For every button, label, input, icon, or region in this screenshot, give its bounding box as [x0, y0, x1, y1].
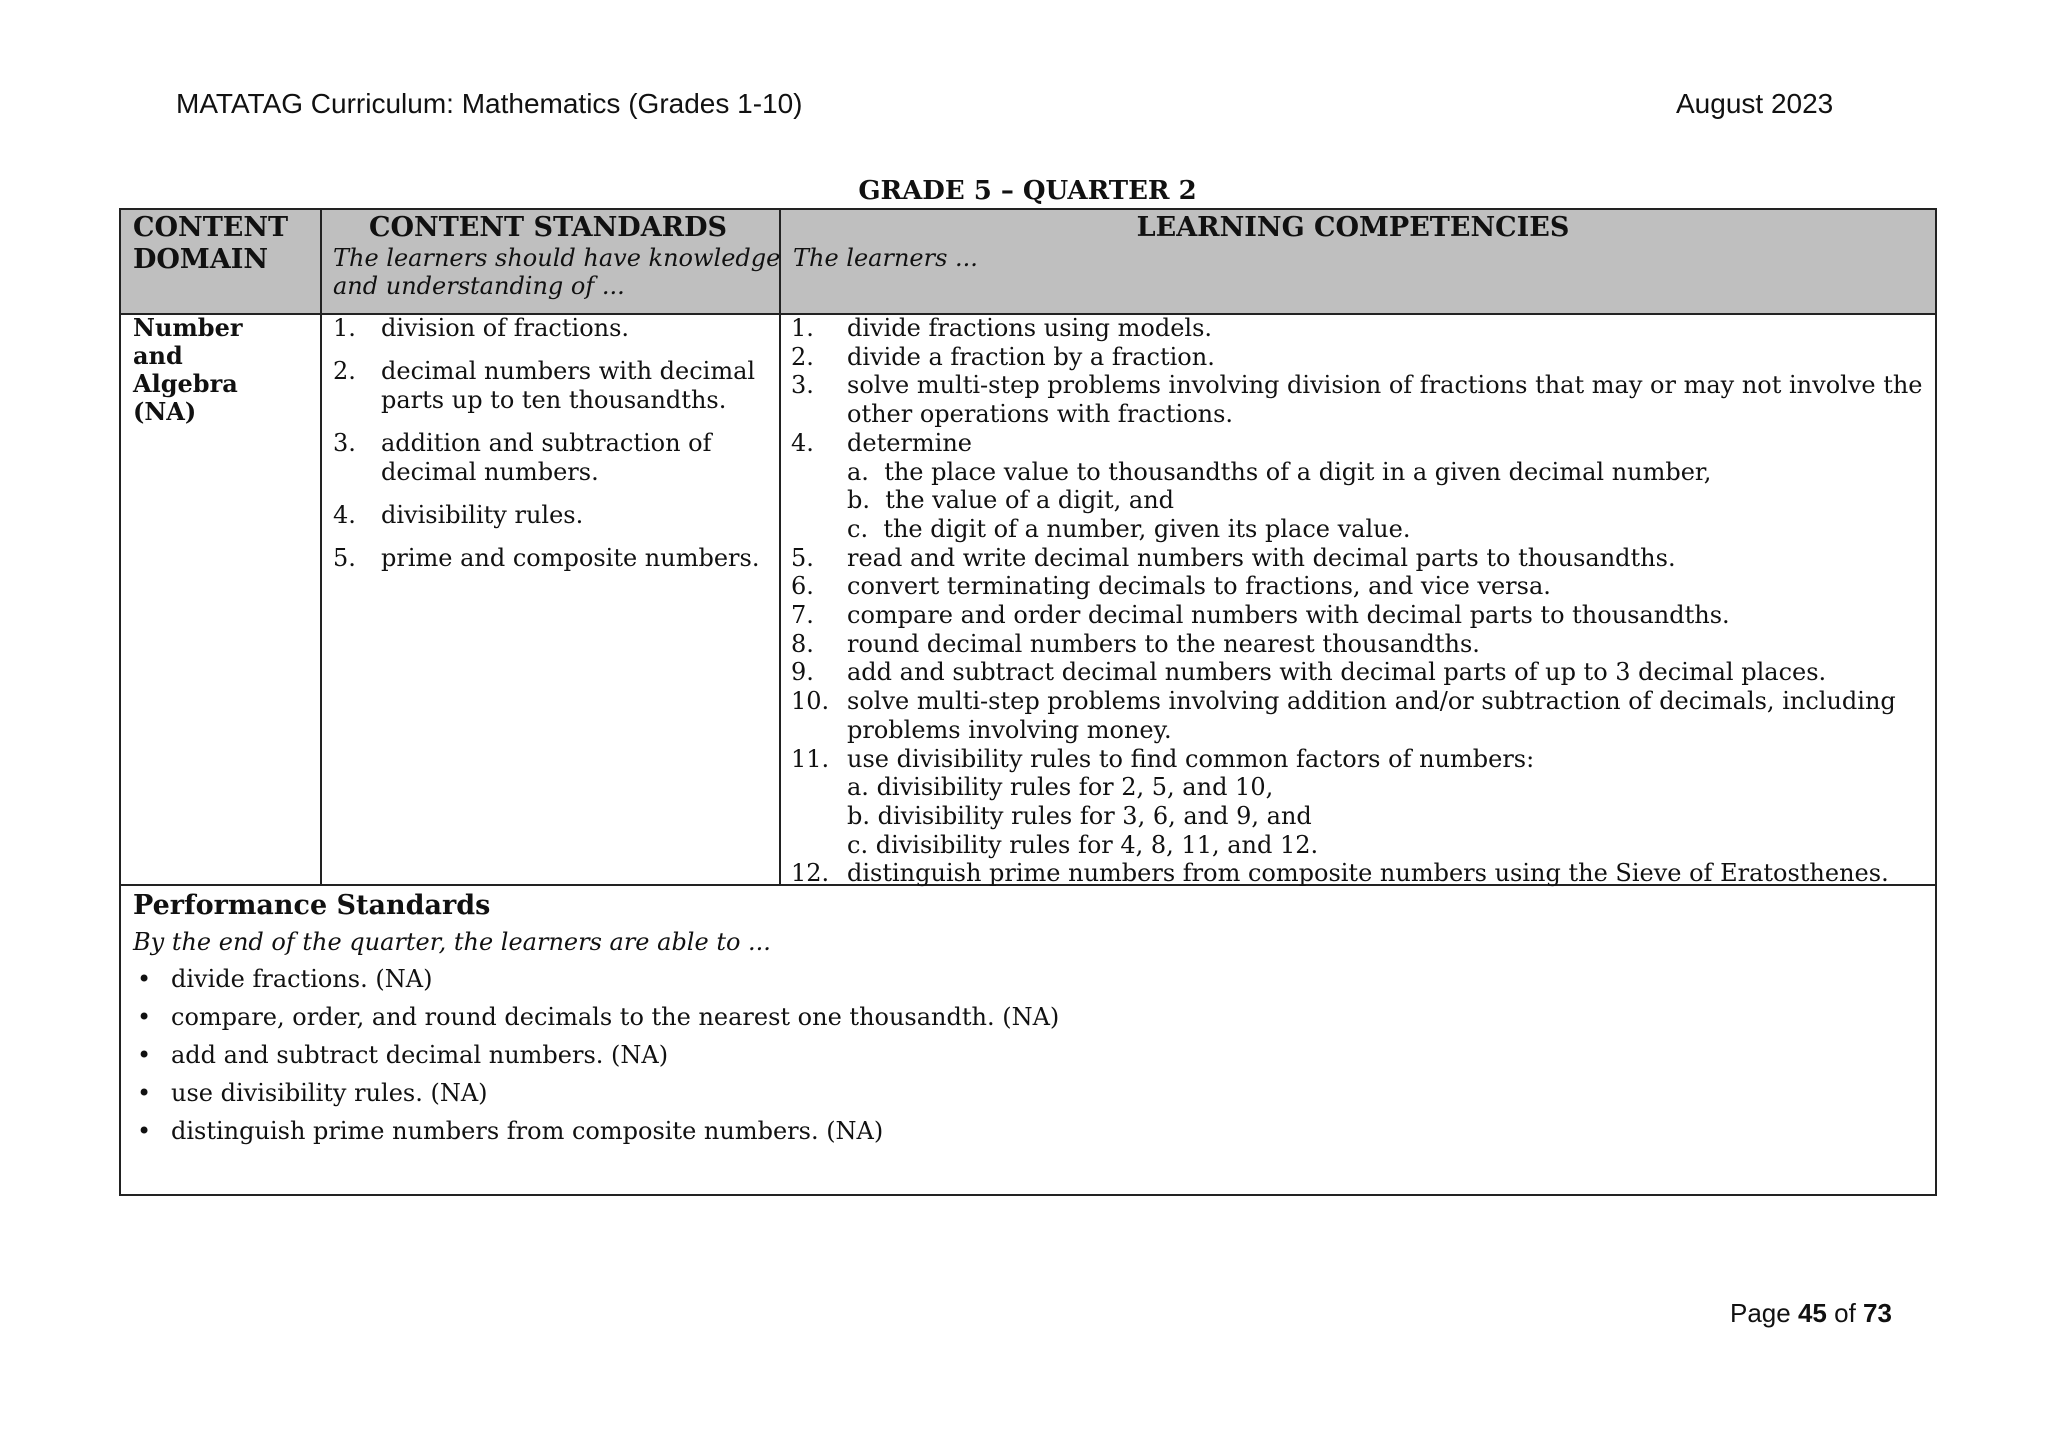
- grade-quarter-title: GRADE 5 – QUARTER 2: [858, 176, 1197, 206]
- standard-item: [333, 357, 773, 415]
- bullet-icon: •: [137, 965, 152, 993]
- competency-item: [791, 371, 1931, 428]
- learning-competencies-list: [791, 314, 1931, 888]
- competency-text: solve multi-step problems involving addition and/or subtraction of decimals, including: [847, 687, 1896, 716]
- standard-item: [333, 501, 773, 530]
- content-domain-header: CONTENT DOMAIN: [133, 212, 289, 275]
- competency-text: solve multi-step problems involving division of fractions that may or may not involve the: [847, 371, 1923, 400]
- competency-text: c. the digit of a number, given its place value.: [847, 514, 1411, 543]
- competency-text: divide fractions using models.: [847, 314, 1213, 342]
- competency-number: 2.: [791, 342, 814, 371]
- competency-number: 1.: [791, 314, 814, 342]
- standard-number: 2.: [333, 357, 356, 385]
- content-standards-list: [333, 314, 773, 587]
- standard-number: 4.: [333, 501, 356, 529]
- competency-text: b. divisibility rules for 3, 6, and 9, and: [847, 801, 1312, 830]
- competency-number: 12.: [791, 859, 830, 888]
- competency-text: add and subtract decimal numbers with decimal parts of up to 3 decimal places.: [847, 658, 1827, 687]
- standard-text: parts up to ten thousandths.: [381, 386, 727, 414]
- performance-standards-intro: By the end of the quarter, the learners are able to ...: [133, 928, 771, 956]
- competency-item: [791, 859, 1931, 888]
- performance-item: [133, 1040, 1533, 1078]
- competency-text: round decimal numbers to the nearest thousandths.: [847, 629, 1480, 658]
- standard-text: addition and subtraction of: [381, 429, 712, 457]
- competency-text: convert terminating decimals to fractions, and vice versa.: [847, 572, 1551, 601]
- competency-number: 5.: [791, 543, 814, 572]
- standard-text: division of fractions.: [381, 314, 630, 342]
- document-header-title: MATATAG Curriculum: Mathematics (Grades 1-10): [176, 88, 803, 119]
- competency-number: 3.: [791, 371, 814, 400]
- bullet-icon: •: [137, 1079, 152, 1107]
- document-header-date: August 2023: [1676, 88, 1834, 119]
- competency-text: read and write decimal numbers with decimal parts to thousandths.: [847, 543, 1676, 572]
- competency-number: 10.: [791, 687, 830, 716]
- performance-item-text: divide fractions. (NA): [171, 965, 433, 993]
- competency-text: other operations with fractions.: [847, 400, 1234, 429]
- curriculum-table: [119, 208, 1937, 1196]
- competency-text: b. the value of a digit, and: [847, 486, 1175, 515]
- bullet-icon: •: [137, 1041, 152, 1069]
- competency-text: determine: [847, 428, 972, 457]
- competency-item: [791, 343, 1931, 372]
- competency-number: 7.: [791, 601, 814, 630]
- performance-item-text: add and subtract decimal numbers. (NA): [171, 1041, 669, 1069]
- standard-item: [333, 314, 773, 343]
- competency-item: [791, 630, 1931, 659]
- standard-number: 5.: [333, 544, 356, 572]
- content-domain-cell: Number and Algebra (NA): [133, 313, 243, 426]
- learning-competencies-header: LEARNING COMPETENCIES The learners ...: [793, 212, 1570, 272]
- standard-text: divisibility rules.: [381, 501, 584, 529]
- competency-item: [791, 658, 1931, 687]
- standard-item: [333, 544, 773, 573]
- competency-text: distinguish prime numbers from composite numbers using the Sieve of Eratosthenes.: [847, 859, 1889, 888]
- standard-text: decimal numbers with decimal: [381, 357, 756, 385]
- competency-item: [791, 544, 1931, 573]
- competency-number: 11.: [791, 744, 830, 773]
- performance-item-text: distinguish prime numbers from composite numbers. (NA): [171, 1117, 884, 1145]
- competency-item: [791, 572, 1931, 601]
- competency-text: problems involving money.: [847, 715, 1172, 744]
- column-divider-2: [779, 210, 781, 886]
- performance-standards-list: [133, 964, 1533, 1154]
- performance-item: [133, 964, 1533, 1002]
- competency-number: 9.: [791, 658, 814, 687]
- competency-text: a. the place value to thousandths of a digit in a given decimal number,: [847, 457, 1712, 486]
- competency-item: [791, 745, 1931, 860]
- content-standards-header: CONTENT STANDARDS The learners should have knowledge and understanding of ...: [333, 212, 781, 300]
- bullet-icon: •: [137, 1003, 152, 1031]
- competency-item: [791, 314, 1931, 343]
- standard-text: prime and composite numbers.: [381, 544, 760, 572]
- competency-text: use divisibility rules to find common factors of numbers:: [847, 744, 1535, 773]
- column-divider-1: [320, 210, 322, 886]
- standard-number: 1.: [333, 314, 356, 342]
- competency-item: [791, 429, 1931, 544]
- standard-text: decimal numbers.: [381, 458, 599, 486]
- standard-number: 3.: [333, 429, 356, 457]
- competency-text: a. divisibility rules for 2, 5, and 10,: [847, 773, 1274, 802]
- performance-item-text: use divisibility rules. (NA): [171, 1079, 488, 1107]
- competency-text: divide a fraction by a fraction.: [847, 342, 1215, 371]
- competency-item: [791, 687, 1931, 744]
- page-footer: Page 45 of 73: [1730, 1298, 1892, 1328]
- performance-item: [133, 1002, 1533, 1040]
- performance-item-text: compare, order, and round decimals to the nearest one thousandth. (NA): [171, 1003, 1060, 1031]
- performance-item: [133, 1078, 1533, 1116]
- standard-item: [333, 429, 773, 487]
- competency-text: c. divisibility rules for 4, 8, 11, and 12.: [847, 830, 1319, 859]
- competency-number: 4.: [791, 428, 814, 457]
- competency-number: 8.: [791, 629, 814, 658]
- competency-number: 6.: [791, 572, 814, 601]
- bullet-icon: •: [137, 1117, 152, 1145]
- performance-standards-title: Performance Standards: [133, 890, 491, 921]
- competency-text: compare and order decimal numbers with decimal parts to thousandths.: [847, 601, 1730, 630]
- performance-item: [133, 1116, 1533, 1154]
- competency-item: [791, 601, 1931, 630]
